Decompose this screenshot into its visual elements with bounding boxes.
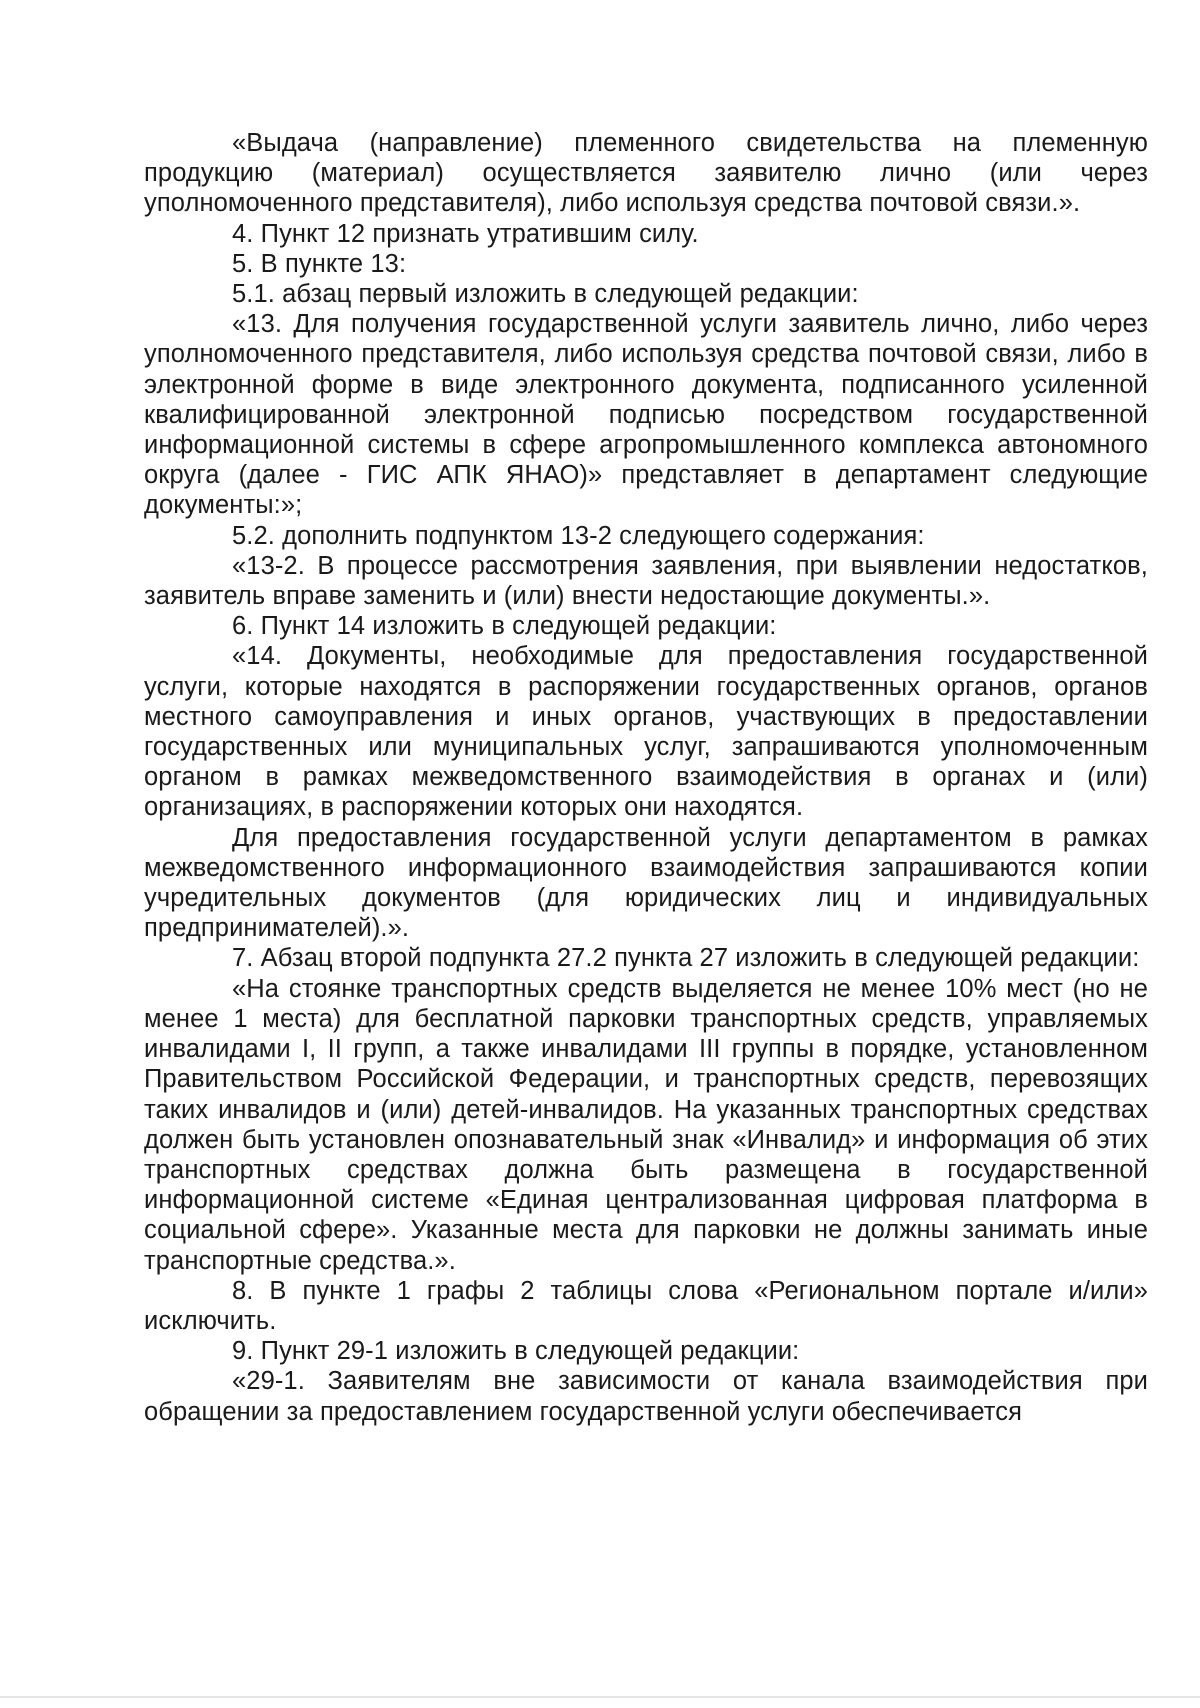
paragraph-point-13-2-text: «13-2. В процессе рассмотрения заявления, при выявлении недостатков, заявитель вправе заменить и (или) внести недостающие документы.». <box>144 551 1148 611</box>
document-body <box>144 128 1148 1427</box>
paragraph-item-4: 4. Пункт 12 признать утратившим силу. <box>232 219 699 248</box>
paragraph-point-29-1-text: «29-1. Заявителям вне зависимости от канала взаимодействия при обращении за предоставлением государственной услуги обеспечивается <box>144 1367 1148 1426</box>
paragraph-issuance-of-certificate: «Выдача (направление) племенного свидетельства на племенную продукцию (материал) осуществляется заявителю лично (или через уполномоченного представителя), либо используя средства почтовой связи.». <box>144 129 1148 218</box>
paragraph-item-8: 8. В пункте 1 графы 2 таблицы слова «Региональном портале и/или» исключить. <box>144 1276 1148 1335</box>
paragraph-point-14-text: «14. Документы, необходимые для предоставления государственной услуги, которые находятся в распоряжении государственных органов, органов местного самоуправления и иных органов, участвующих в предоставлении государственных или муниципальных услуг, запрашиваются уполномоченным органом в рамках межведомственного взаимодействия в органах и (или) организациях, в распоряжении которых они находятся. <box>144 642 1148 822</box>
paragraph-item-5-1: 5.1. абзац первый изложить в следующей редакции: <box>232 280 859 309</box>
paragraph-item-7: 7. Абзац второй подпункта 27.2 пункта 27 изложить в следующей редакции: <box>232 944 1140 973</box>
paragraph-interagency-request: Для предоставления государственной услуги департаментом в рамках межведомственного информационного взаимодействия запрашиваются копии учредительных документов (для юридических лиц и индивидуальных предпринимателей).». <box>144 823 1148 943</box>
paragraph-item-6: 6. Пункт 14 изложить в следующей редакции: <box>232 612 777 641</box>
paragraph-item-5: 5. В пункте 13: <box>232 249 407 278</box>
paragraph-parking-text: «На стоянке транспортных средств выделяется не менее 10% мест (но не менее 1 места) для бесплатной парковки транспортных средств, управляемых инвалидами I, II групп, а также инвалидами III группы в порядке, установленном Правительством Российской Федерации, и транспортных средств, перевозящих таких инвалидов и (или) детей-инвалидов. На указанных транспортных средствах должен быть установлен опознавательный знак «Инвалид» и информация об этих транспортных средствах должна быть размещена в государственной информационной системе «Единая централизованная цифровая платформа в социальной сфере». Указанные места для парковки не должны занимать иные транспортные средства.». <box>144 974 1148 1275</box>
paragraph-item-9: 9. Пункт 29-1 изложить в следующей редакции: <box>232 1337 800 1366</box>
paragraph-point-13-text: «13. Для получения государственной услуги заявитель лично, либо через уполномоченного представителя, либо используя средства почтовой связи, либо в электронной форме в виде электронного документа, подписанного усиленной квалифицированной электронной подписью посредством государственной информационной системы в сфере агропромышленного комплекса автономного округа (далее - ГИС АПК ЯНАО)» представляет в департамент следующие документы:»; <box>144 310 1148 520</box>
paragraph-item-5-2: 5.2. дополнить подпунктом 13-2 следующего содержания: <box>232 521 925 550</box>
page-bottom-edge <box>0 1696 1200 1698</box>
